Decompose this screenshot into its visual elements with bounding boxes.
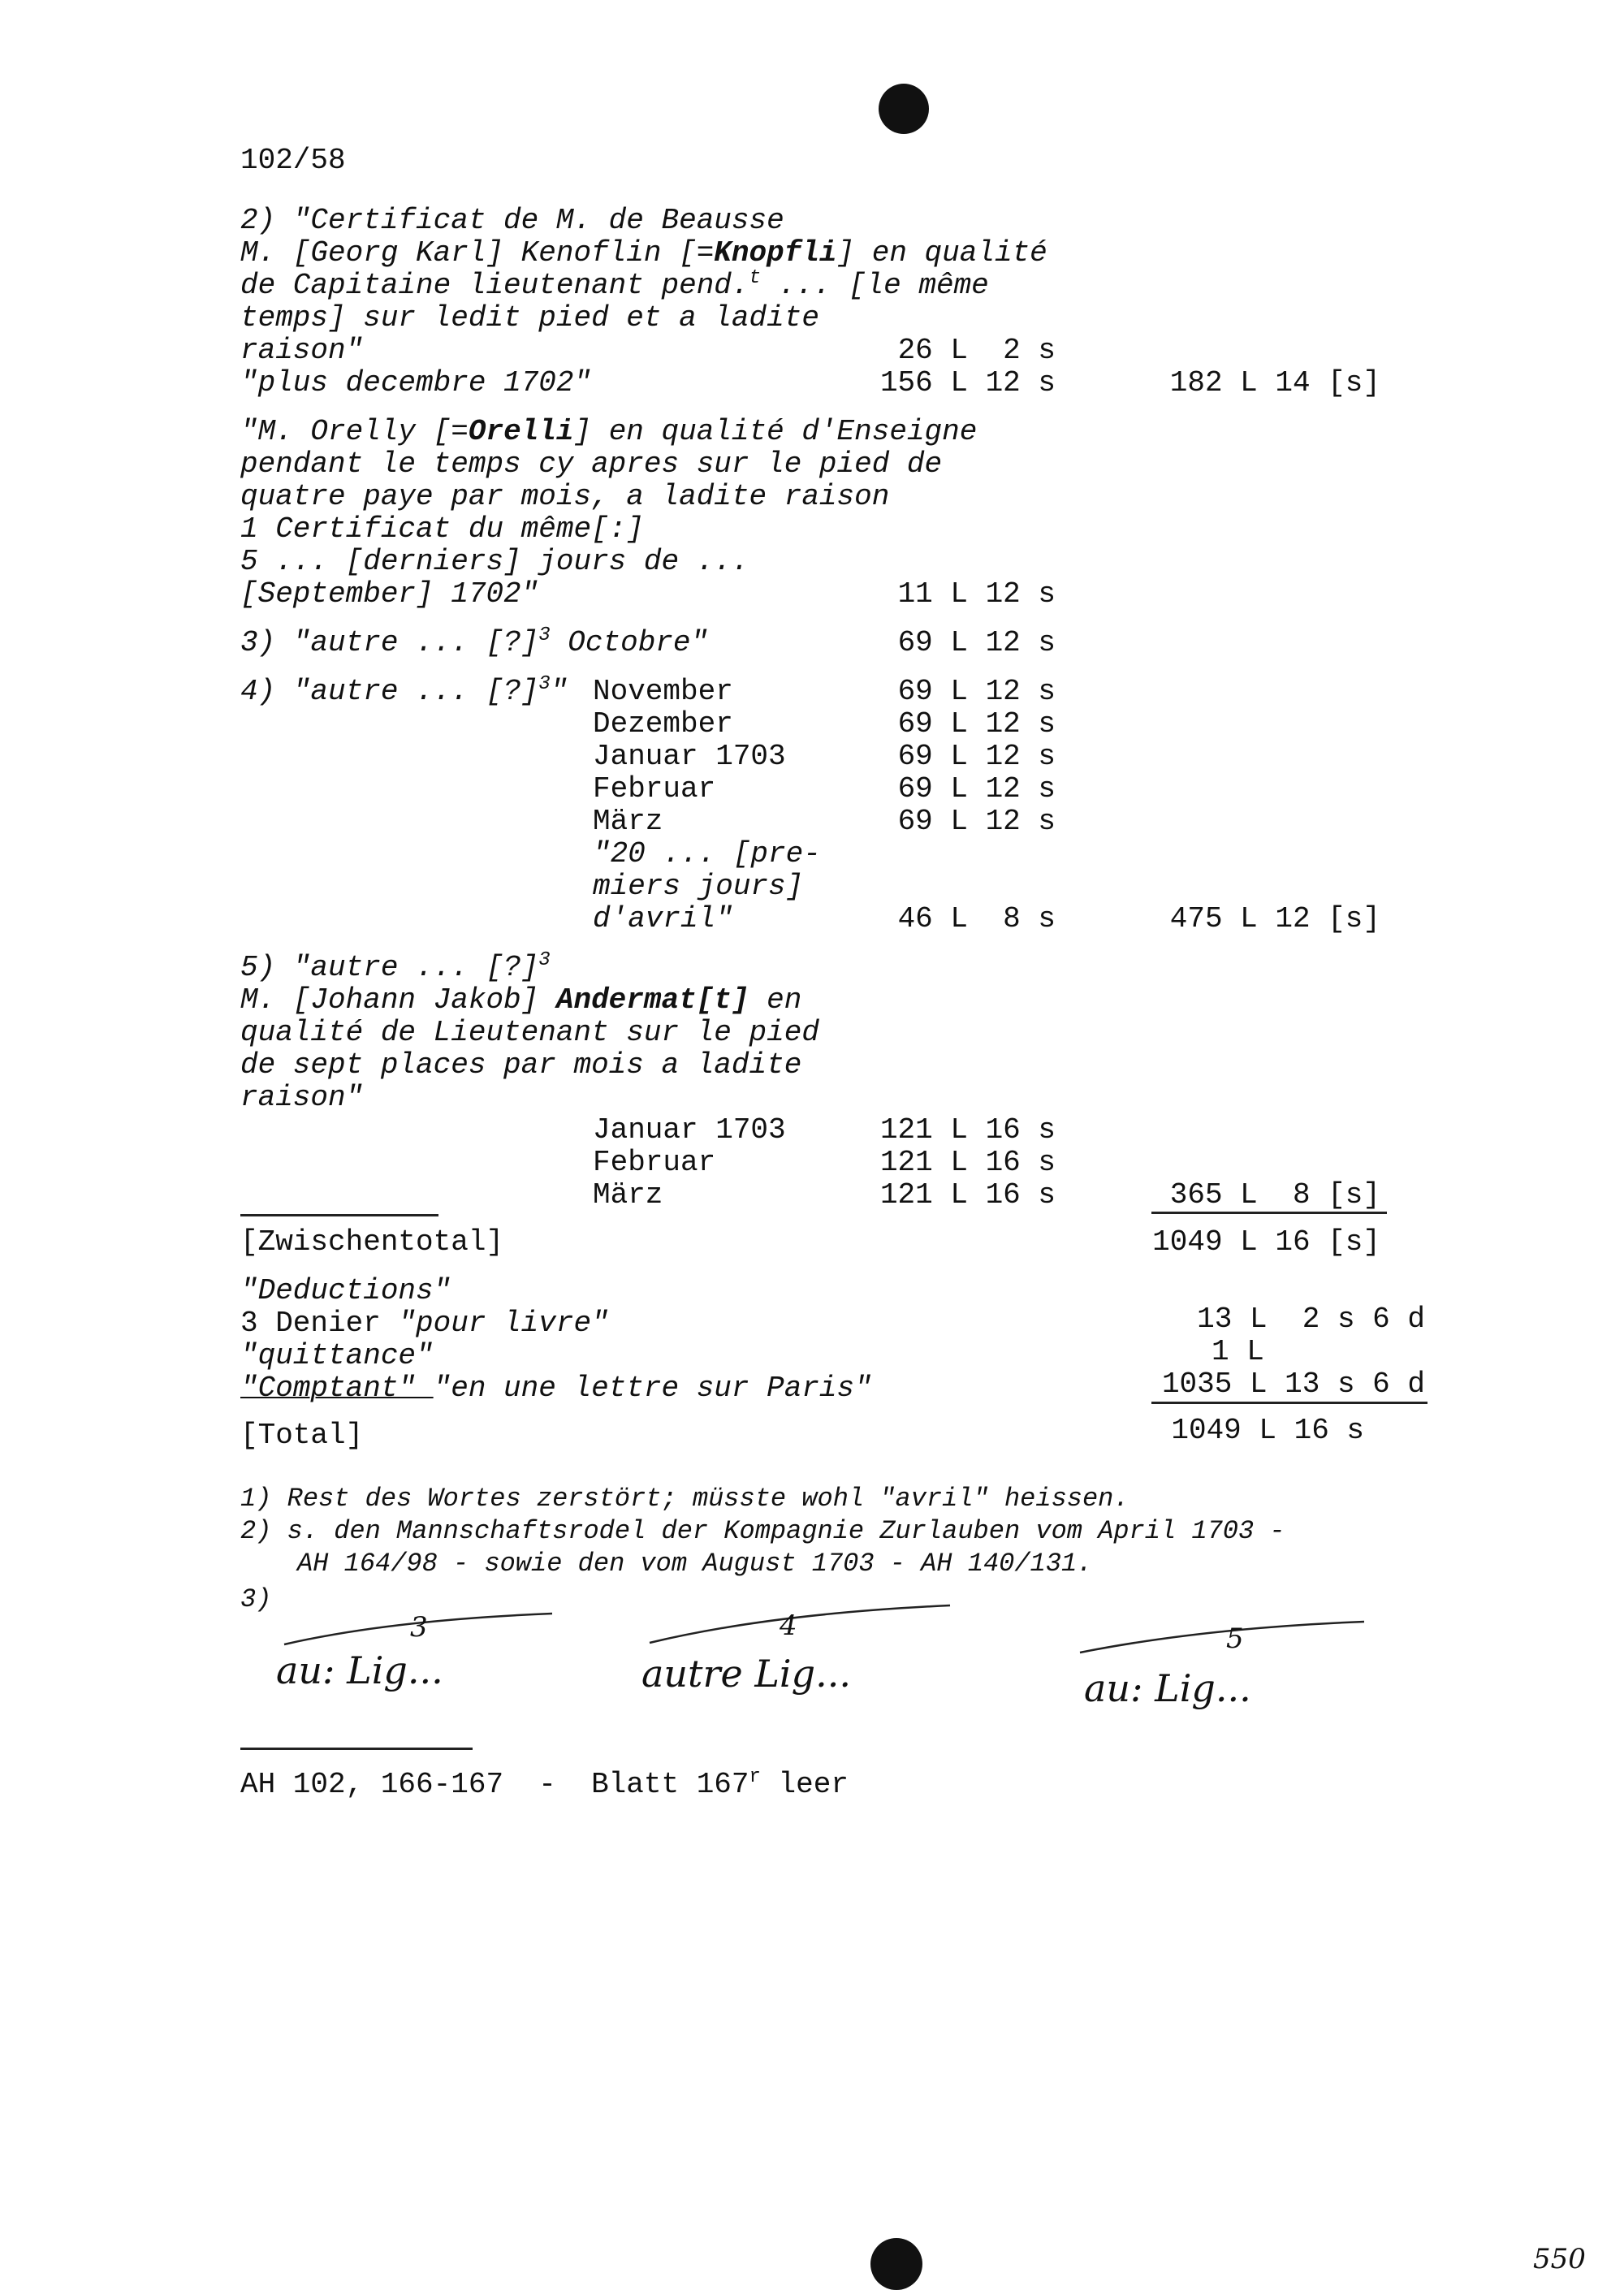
- entry4-total: 475 L 12 [s]: [1169, 902, 1380, 935]
- deduction-comptant: "Comptant" "en une lettre sur Paris": [240, 1372, 872, 1405]
- footer-reference: AH 102, 166-167 - Blatt 167$^r$ leer: [240, 1766, 849, 1801]
- entry4-april-amount: 46 L 8 s: [897, 902, 1056, 935]
- entry5-total: 365 L 8 [s]: [1169, 1178, 1380, 1212]
- entry5-amount-maerz: 121 L 16 s: [879, 1178, 1056, 1212]
- signature-5-text: au: Lig...: [1084, 1666, 1251, 1710]
- entry4-amount-februar: 69 L 12 s: [897, 772, 1056, 806]
- total-amount: 1049 L 16 s: [1171, 1414, 1364, 1447]
- footer-rule: [240, 1748, 473, 1750]
- entry5-label-maerz: März: [593, 1178, 663, 1212]
- footnote-1: 1) Rest des Wortes zerstört; müsste wohl "avril" heissen.: [240, 1484, 1129, 1514]
- signature-3-number: 3: [410, 1611, 428, 1644]
- footnote-2a: 2) s. den Mannschaftsrodel der Kompagnie Zurlauben vom April 1703 -: [240, 1516, 1285, 1546]
- deductions-label: "Deductions": [240, 1274, 451, 1307]
- entry5-head: 5) "autre ... [?]$^3$: [240, 949, 551, 984]
- name-orelli: Orelli: [468, 415, 574, 448]
- signature-3-text: au: Lig...: [276, 1648, 443, 1692]
- entry2-line2: M. [Georg Karl] Kenoflin [=Knopfli] en qualité: [240, 236, 1047, 270]
- entry4-amount-januar: 69 L 12 s: [897, 740, 1056, 773]
- entry5-line2: qualité de Lieutenant sur le pied: [240, 1016, 819, 1049]
- punch-hole-top: [879, 84, 929, 134]
- footnote-3: 3): [240, 1584, 272, 1614]
- deduction-denier: 3 Denier "pour livre": [240, 1307, 609, 1340]
- entry5-label-februar: Februar: [593, 1146, 716, 1179]
- entry4-april-line1: "20 ... [pre-: [593, 837, 821, 871]
- right-rule-total: [1151, 1402, 1427, 1404]
- entry4-amount-november: 69 L 12 s: [897, 675, 1056, 708]
- entry4-label-dezember: Dezember: [593, 707, 733, 741]
- entry2-amount2: 156 L 12 s: [879, 366, 1056, 400]
- right-rule-subtotal: [1151, 1212, 1387, 1214]
- entry3-amount: 69 L 12 s: [897, 626, 1056, 659]
- left-rule-subtotal: [240, 1214, 438, 1216]
- entry4-label-januar: Januar 1703: [593, 740, 786, 773]
- entry4-label-maerz: März: [593, 805, 663, 838]
- entry2-amount1: 26 L 2 s: [897, 334, 1056, 367]
- deduction-denier-amount: 13 L 2 s 6 d: [1197, 1303, 1425, 1336]
- entry4-label-november: November: [593, 675, 733, 708]
- total-label: [Total]: [240, 1419, 364, 1452]
- entry5-amount-januar: 121 L 16 s: [879, 1113, 1056, 1147]
- entry5-label-januar: Januar 1703: [593, 1113, 786, 1147]
- footnote-2b: AH 164/98 - sowie den vom August 1703 - AH 140/131.: [297, 1549, 1093, 1579]
- signature-snippet-3: [268, 1604, 568, 1701]
- entry4-april-line2: miers jours]: [593, 870, 804, 903]
- orelly-line3: quatre paye par mois, a ladite raison: [240, 480, 890, 513]
- entry2-total: 182 L 14 [s]: [1169, 366, 1380, 400]
- entry5-amount-februar: 121 L 16 s: [879, 1146, 1056, 1179]
- entry2-line5: raison": [240, 334, 364, 367]
- doc-reference: 102/58: [240, 144, 346, 177]
- entry5-line4: raison": [240, 1081, 364, 1114]
- entry4-label-februar: Februar: [593, 772, 716, 806]
- entry2-line6: "plus decembre 1702": [240, 366, 592, 400]
- name-knopfli: Knopfli: [714, 236, 837, 270]
- entry4-amount-dezember: 69 L 12 s: [897, 707, 1056, 741]
- entry5-line1: M. [Johann Jakob] Andermat[t] en: [240, 983, 802, 1017]
- deduction-comptant-amount: 1035 L 13 s 6 d: [1161, 1368, 1425, 1401]
- signature-snippet-5: [1072, 1612, 1380, 1718]
- deduction-quittance: "quittance": [240, 1339, 434, 1372]
- punch-hole-bottom: [870, 2238, 922, 2290]
- subtotal-label: [Zwischentotal]: [240, 1225, 504, 1259]
- signature-snippet-4: [633, 1596, 958, 1701]
- entry4-april-line3: d'avril": [593, 902, 733, 935]
- signature-4-text: autre Lig...: [641, 1652, 851, 1696]
- entry2-line3: de Capitaine lieutenant pend.$^t$ ... [le même: [240, 267, 989, 302]
- orelly-line6: [September] 1702": [240, 577, 539, 611]
- orelly-line5: 5 ... [derniers] jours de ...: [240, 545, 749, 578]
- entry5-line3: de sept places par mois a ladite: [240, 1048, 802, 1082]
- signature-5-number: 5: [1226, 1622, 1244, 1655]
- name-andermatt: Andermat[t]: [555, 983, 749, 1017]
- entry2-line1: 2) "Certificat de M. de Beausse: [240, 204, 784, 237]
- subtotal-amount: 1049 L 16 [s]: [1152, 1225, 1380, 1259]
- entry3-line: 3) "autre ... [?]$^3$ Octobre": [240, 624, 709, 659]
- orelly-line1: "M. Orelly [=Orelli] en qualité d'Enseigne: [240, 415, 978, 448]
- entry2-line4: temps] sur ledit pied et a ladite: [240, 301, 819, 335]
- entry4-amount-maerz: 69 L 12 s: [897, 805, 1056, 838]
- signature-4-number: 4: [780, 1609, 797, 1642]
- deduction-quittance-amount: 1 L: [1212, 1335, 1264, 1368]
- orelly-line4: 1 Certificat du même[:]: [240, 512, 644, 546]
- page-mark: 550: [1533, 2243, 1586, 2275]
- entry4-head: 4) "autre ... [?]$^3$": [240, 673, 568, 708]
- orelly-amount: 11 L 12 s: [897, 577, 1056, 611]
- orelly-line2: pendant le temps cy apres sur le pied de: [240, 447, 943, 481]
